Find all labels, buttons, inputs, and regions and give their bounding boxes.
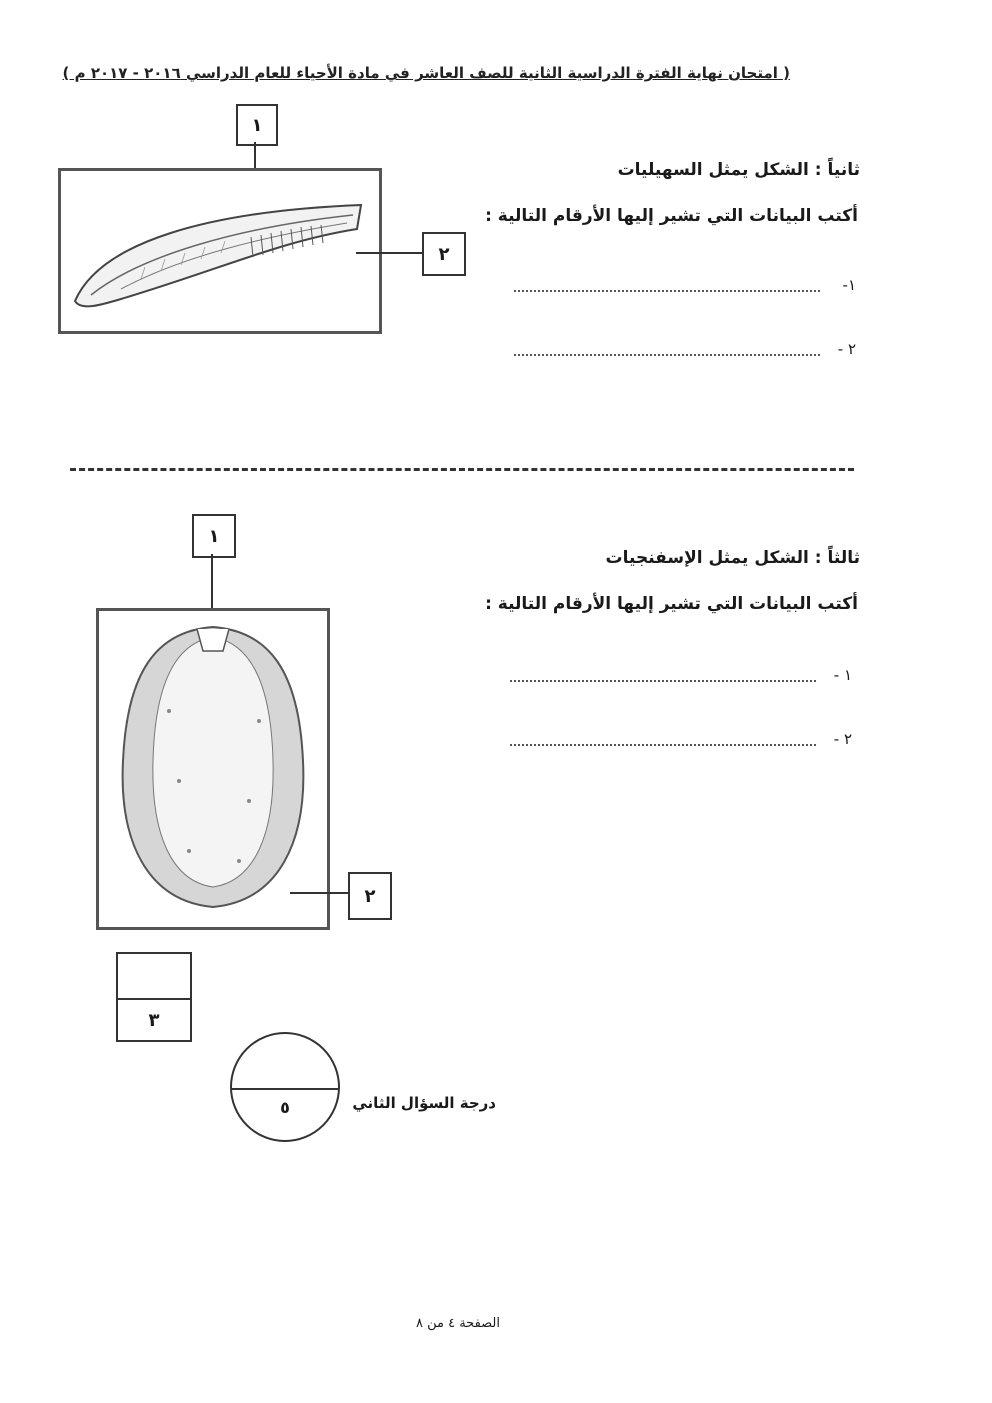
page-footer: الصفحة ٤ من ٨ [415,1316,500,1331]
score-box [116,952,192,1042]
section3-instruction: أكتب البيانات التي تشير إليها الأرقام التالية : [485,594,858,614]
figure1-label-2-pointer [356,252,422,254]
section3-answer1-line[interactable] [510,680,816,682]
section3-answer2-line[interactable] [510,744,816,746]
section2-answer1-number: ١- [842,276,856,294]
section2-title: ثانياً : الشكل يمثل السهيليات [617,160,860,180]
sponge-illustration [99,611,327,927]
section3-answer2-number: ٢ - [833,730,852,748]
figure1-label-1: ١ [236,104,278,146]
section2-answer1-line[interactable] [514,290,820,292]
lancelet-illustration [61,171,379,331]
section2-instruction: أكتب البيانات التي تشير إليها الأرقام التالية : [485,206,858,226]
question-score-divider [232,1088,338,1090]
section2-answer2-line[interactable] [514,354,820,356]
question-score-circle [230,1032,340,1142]
section3-title: ثالثاً : الشكل يمثل الإسفنجيات [605,548,860,568]
question-score-label: درجة السؤال الثاني [352,1094,496,1112]
figure2-label-2-pointer [290,892,348,894]
exam-header: ( امتحان نهاية الفترة الدراسية الثانية للصف العاشر في مادة الأحياء للعام الدراسي ٢٠١٦ - ٢٠١٧ م ) [62,64,790,82]
section3-answer1-number: ١ - [833,666,852,684]
lancelet-figure [58,168,382,334]
figure2-label-1: ١ [192,514,236,558]
section-divider [70,468,854,471]
score-box-total: ٣ [148,1009,160,1031]
section2-answer2-number: ٢ - [837,340,856,358]
sponge-figure [96,608,330,930]
score-box-empty-cell[interactable] [118,954,190,1000]
figure1-label-2: ٢ [422,232,466,276]
figure2-label-2: ٢ [348,872,392,920]
question-score-total: ٥ [280,1098,290,1117]
